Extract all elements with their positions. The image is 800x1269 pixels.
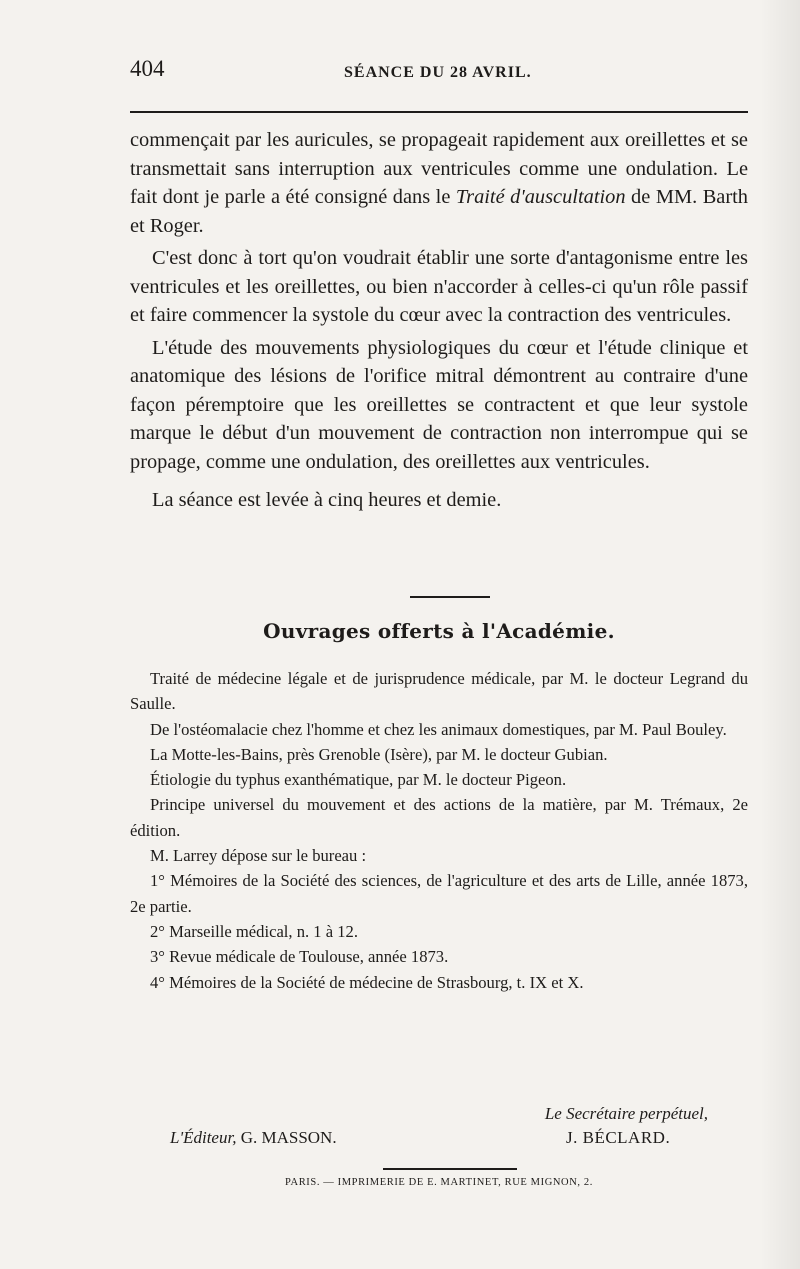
work-item: 3° Revue médicale de Toulouse, année 1873. — [150, 947, 449, 967]
signatures — [130, 1104, 748, 1154]
section-divider — [410, 596, 490, 598]
editor-signature — [170, 1128, 337, 1148]
page-header — [130, 56, 748, 90]
work-item: 4° Mémoires de la Société de médecine de Strasbourg, t. IX et X. — [150, 972, 584, 992]
footer-rule — [383, 1168, 517, 1170]
work-item: La Motte-les-Bains, près Grenoble (Isère), par M. le docteur Gubian. — [150, 744, 608, 764]
paragraph-1-italic-title: Traité d'auscultation — [455, 186, 626, 208]
secretary-name: J. BÉCLARD. — [566, 1128, 671, 1147]
body-text — [130, 126, 748, 519]
closing-sentence: La séance est levée à cinq heures et demie. — [152, 489, 502, 511]
running-head: SÉANCE DU 28 AVRIL. — [344, 64, 532, 81]
work-item: Principe universel du mouvement et des actions de la matière, par M. Trémaux, 2e édition. — [130, 795, 748, 840]
paragraph-1-text-b: de MM. Barth et Roger. — [130, 186, 748, 237]
section-title: Ouvrages offerts à l'Académie. — [263, 619, 615, 643]
work-item: De l'ostéomalacie chez l'homme et chez les animaux domestiques, par M. Paul Bouley. — [150, 719, 727, 739]
work-item: 2° Marseille médical, n. 1 à 12. — [150, 921, 359, 941]
work-item: 1° Mémoires de la Société des sciences, de l'agriculture et des arts de Lille, année 1873, 2e partie. — [130, 871, 748, 916]
work-item: Étiologie du typhus exanthématique, par M. le docteur Pigeon. — [150, 770, 567, 790]
header-rule — [130, 111, 748, 113]
paragraph-1 — [130, 126, 748, 240]
paragraph-3: L'étude des mouvements physiologiques du cœur et l'étude clinique et anatomique des lésions de l'orifice mitral démontrent au contraire d'une façon péremptoire que les oreillettes se contractent et que leur systole marque le début d'un mouvement de contraction non interrompue qui se propage, comme une ondulation, des oreillettes aux ventricules. — [130, 336, 748, 473]
work-item: Traité de médecine légale et de jurisprudence médicale, par M. le docteur Legrand du Saulle. — [130, 669, 748, 714]
works-list — [130, 666, 748, 995]
editor-role: L'Éditeur, — [170, 1128, 237, 1147]
work-item: M. Larrey dépose sur le bureau : — [150, 846, 367, 866]
paragraph-2: C'est donc à tort qu'on voudrait établir une sorte d'antagonisme entre les ventricules et les oreillettes, ou bien n'accorder à celles-ci qu'un rôle passif et faire commencer la systole du cœur avec la contraction des ventricules. — [130, 247, 748, 326]
page-fold-shadow — [760, 0, 800, 1269]
editor-name: G. MASSON. — [240, 1128, 337, 1147]
paragraph-1-text-a: commençait par les auricules, se propageait rapidement aux oreillettes et se transmettait sans interruption aux ventricules comme une ondulation. Le fait dont je parle a été consigné dans le — [130, 129, 748, 208]
printer-imprint: PARIS. — IMPRIMERIE DE E. MARTINET, RUE MIGNON, 2. — [285, 1177, 593, 1188]
secretary-role: Le Secrétaire perpétuel, — [544, 1104, 708, 1123]
page-number: 404 — [130, 56, 165, 81]
